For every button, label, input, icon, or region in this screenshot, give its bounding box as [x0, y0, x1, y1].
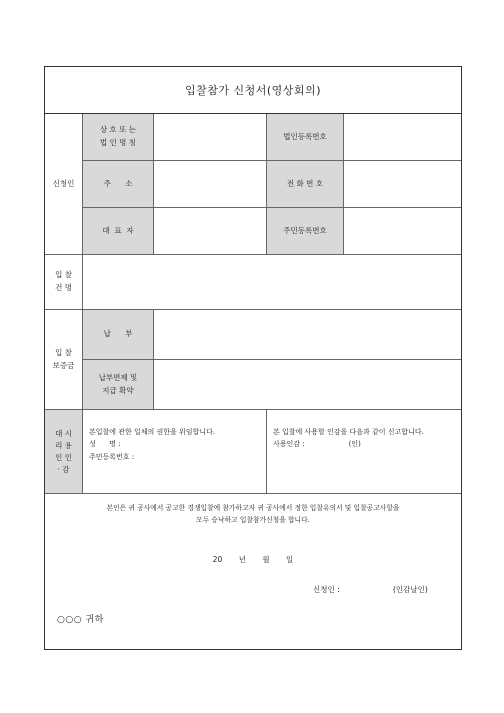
- applicant-section-label: 신청인: [45, 114, 83, 255]
- business-name-label: 상 호 또 는 법 인 명 칭: [83, 114, 154, 161]
- seal-stamp-label: (인감날인): [393, 585, 428, 594]
- seal-row: [273, 438, 361, 450]
- proxy-name-label: 성 명 :: [89, 440, 121, 449]
- date-month: 월: [262, 555, 270, 564]
- delegation-text: 본입찰에 관한 일체의 권한을 위임합니다.: [89, 428, 216, 436]
- recipient: ○○○ 귀하: [57, 615, 104, 625]
- date-line: [45, 554, 461, 565]
- exemption-label: 납부면제 및 지급 확약: [83, 360, 154, 410]
- phone-label: 전 화 번 호: [267, 161, 344, 208]
- bid-bond-label: 입 찰 보증금: [45, 310, 83, 410]
- statement-line-1: 본인은 귀 공사에서 공고한 경쟁입찰에 참가하고자 귀 공사에서 정한 입찰유의서 및 입찰공고사항을: [106, 504, 400, 512]
- representative-label: 대 표 자: [83, 208, 154, 255]
- business-name-field[interactable]: [154, 114, 267, 161]
- bid-case-field[interactable]: [83, 255, 461, 310]
- delegation-box: [83, 410, 267, 494]
- application-form: [44, 66, 462, 650]
- payment-label: 납 부: [83, 310, 154, 360]
- proxy-label: 대 시 리 용 인 인 · 감: [45, 410, 83, 494]
- phone-field[interactable]: [344, 161, 461, 208]
- date-year: 년: [238, 555, 246, 564]
- payment-field[interactable]: [154, 310, 461, 360]
- corp-reg-field[interactable]: [344, 114, 461, 161]
- proxy-resident-reg-label: 주민등록번호 :: [89, 452, 135, 461]
- seal-mark: (인): [348, 440, 361, 449]
- statement-line-2: 모두 승낙하고 입찰참가신청을 합니다.: [196, 516, 310, 525]
- seal-label: 사용인감 :: [273, 440, 305, 449]
- date-year-prefix: 20: [212, 555, 223, 564]
- seal-declaration-text: 본 입찰에 사용할 인감을 다음과 같이 신고합니다.: [273, 428, 424, 436]
- applicant-signature-label: 신청인 :: [313, 585, 340, 594]
- address-label: 주 소: [83, 161, 154, 208]
- seal-declaration-box: [267, 410, 461, 494]
- address-field[interactable]: [154, 161, 267, 208]
- date-day: 일: [285, 555, 294, 564]
- bid-case-label: 입 찰 건 명: [45, 255, 83, 310]
- resident-reg-field[interactable]: [344, 208, 461, 255]
- corp-reg-label: 법인등록번호: [267, 114, 344, 161]
- resident-reg-label: 주민등록번호: [267, 208, 344, 255]
- exemption-field[interactable]: [154, 360, 461, 410]
- representative-field[interactable]: [154, 208, 267, 255]
- consent-statement: [45, 494, 461, 534]
- form-title: 입찰참가 신청서(영상회의): [45, 67, 461, 114]
